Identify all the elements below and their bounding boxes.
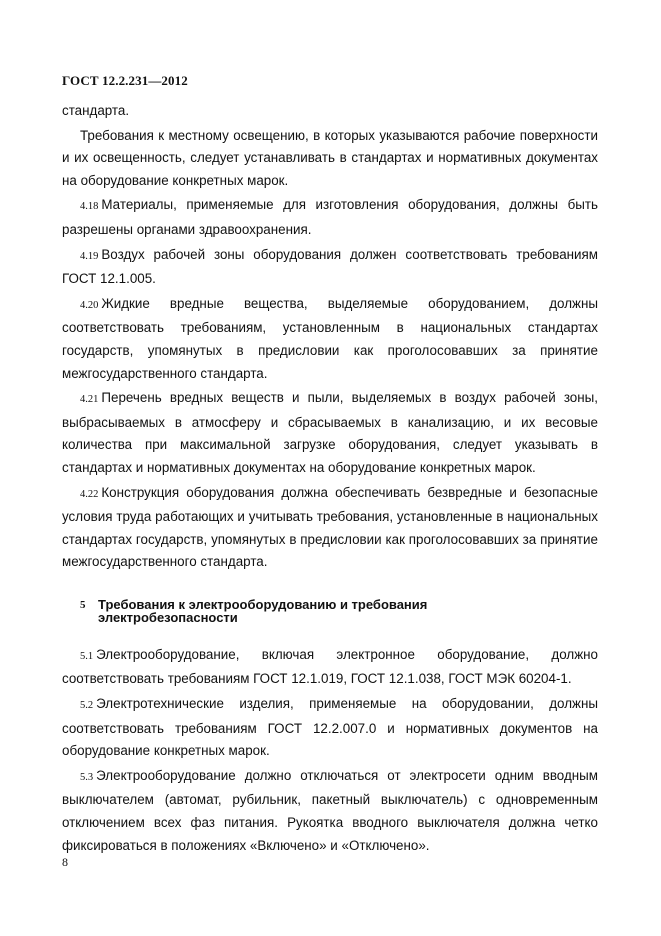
clause-number: 5.1 <box>80 650 94 662</box>
paragraphs-before-section <box>62 100 598 574</box>
paragraphs-after-section <box>62 644 598 857</box>
paragraph-text: стандарта. <box>62 103 130 118</box>
paragraph <box>62 100 598 123</box>
paragraph <box>62 482 598 574</box>
section-number: 5 <box>80 598 86 611</box>
paragraph <box>62 644 598 691</box>
paragraph <box>62 194 598 241</box>
paragraph-text: Материалы, применяемые для изготовления оборудования, должны быть разрешены органами здравоохранения. <box>62 197 598 237</box>
page-content <box>62 100 598 859</box>
clause-number: 4.19 <box>80 250 99 262</box>
clause-number: 4.21 <box>80 394 99 406</box>
clause-number: 4.22 <box>80 488 99 500</box>
paragraph <box>62 244 598 291</box>
paragraph-text: Перечень вредных веществ и пыли, выделяемых в воздух рабочей зоны, выбрасываемых в атмосферу и сбрасываемых в канализацию, и их весовые количества при максимальной загрузке оборудования, следует указывать в стандартах и нормативных документах на оборудование конкретных марок. <box>62 390 598 475</box>
paragraph <box>62 387 598 479</box>
paragraph-text: Электротехнические изделия, применяемые на оборудовании, должны соответствовать требованиям ГОСТ 12.2.007.0 и нормативных документов на оборудование конкретных марок. <box>62 696 598 759</box>
paragraph-text: Электрооборудование должно отключаться от электросети одним вводным выключателем (автомат, рубильник, пакетный выключатель) с одновременным отключением всех фаз питания. Рукоятка вводного выключателя должна четко фиксироваться в положениях «Включено» и «Отключено». <box>62 767 598 853</box>
clause-number: 4.20 <box>80 299 99 311</box>
page-number: 8 <box>62 855 68 869</box>
paragraph-text: Воздух рабочей зоны оборудования должен соответствовать требованиям ГОСТ 12.1.005. <box>62 246 598 287</box>
paragraph <box>62 125 598 193</box>
paragraph <box>62 293 598 385</box>
paragraph-text: Электрооборудование, включая электронное оборудование, должно соответствовать требованиям ГОСТ 12.1.019, ГОСТ 12.1.038, ГОСТ МЭК 60204-1. <box>62 646 598 687</box>
paragraph <box>62 765 598 857</box>
paragraph-text: Требования к местному освещению, в которых указываются рабочие поверхности и их освещенность, следует устанавливать в стандартах и нормативных документах на оборудование конкретных марок. <box>62 127 598 188</box>
page-header-doc-id: ГОСТ 12.2.231—2012 <box>62 73 188 88</box>
section-title: Требования к электрооборудованию и требования электробезопасности <box>98 596 428 625</box>
clause-number: 5.3 <box>80 771 94 783</box>
paragraph-text: Жидкие вредные вещества, выделяемые оборудованием, должны соответствовать требованиям, установленным в национальных стандартах государств, упомянутых в предисловии как проголосовавших за принятие межгосударственного стандарта. <box>62 295 598 381</box>
clause-number: 5.2 <box>80 700 94 712</box>
paragraph <box>62 693 598 763</box>
paragraph-text: Конструкция оборудования должна обеспечивать безвредные и безопасные условия труда работающих и учитывать требования, установленные в национальных стандартах государств, упомянутых в предисловии как проголосовавших за принятие межгосударственного стандарта. <box>62 484 598 570</box>
clause-number: 4.18 <box>80 201 99 213</box>
section-heading <box>62 598 598 624</box>
